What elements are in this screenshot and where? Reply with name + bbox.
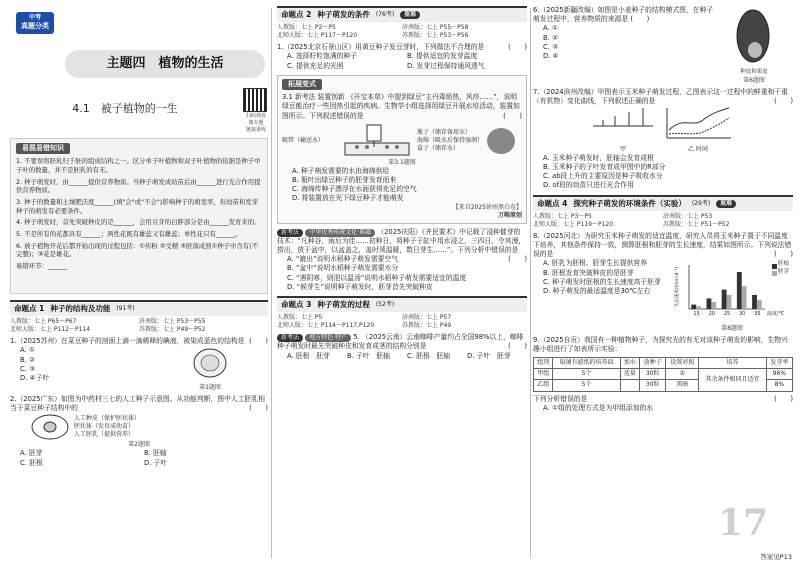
fig-7-left bbox=[593, 106, 653, 154]
option[interactable]: B. “盆中”说明水稻种子萌发需要水分 bbox=[287, 264, 399, 273]
option[interactable]: D. ④ bbox=[543, 51, 559, 60]
question-1 bbox=[10, 337, 268, 346]
table-cell: 5个 bbox=[553, 380, 620, 391]
figure-caption: 第8题图 bbox=[721, 324, 743, 332]
mistake-item: 2. 种子萌发时，由______提供营养物质。当种子萌发成幼苗后由______进行光合作用提供营养物质。 bbox=[16, 177, 261, 195]
answer-blank[interactable]: ( ) bbox=[508, 342, 527, 351]
culture-tag: 中华优秀传统文化·典籍 bbox=[305, 229, 375, 237]
table-header: 培养 bbox=[699, 358, 766, 369]
table-cell: 30粒 bbox=[640, 369, 666, 380]
kp1-header bbox=[10, 300, 268, 316]
table-header: 设置对照 bbox=[666, 358, 699, 369]
kp1-section bbox=[10, 300, 268, 468]
table-header: 组别 bbox=[534, 358, 553, 369]
source-note: 【来自2025徐州黑白卷】 bbox=[452, 203, 522, 211]
badge-line2: 真题分类 bbox=[21, 22, 49, 31]
extension-question bbox=[282, 93, 522, 121]
figure-caption: 第6题图 bbox=[743, 76, 765, 84]
q8-options bbox=[533, 259, 673, 333]
question-text: 7.（2024滨州改编）甲图表示玉米种子萌发过程，乙图表示这一过程中的鲜重和干重（有机物）变化曲线，下列叙述正确的是 bbox=[533, 87, 788, 106]
version-ref: 人教版：七上 P3～P5 bbox=[533, 212, 592, 220]
version-ref: 济南版：七上 P53～P55 bbox=[139, 318, 206, 326]
option[interactable]: A. ① bbox=[20, 346, 35, 355]
question-options bbox=[287, 352, 527, 361]
answer-blank[interactable]: ( ) bbox=[508, 43, 527, 52]
option[interactable]: C. 种子萌发时胚根的生长速度高于胚芽 bbox=[543, 277, 661, 286]
version-refs bbox=[277, 24, 527, 40]
fig-label: 乙 bbox=[688, 145, 695, 153]
bar-胚芽-30 bbox=[742, 286, 747, 309]
option[interactable]: D. of段的幼苗只进行光合作用 bbox=[543, 181, 634, 190]
fig-label: 吸管（输送水） bbox=[282, 136, 325, 144]
option[interactable]: C. “遇阴寒，则浥以温汤”说明水稻种子萌发需要适宜的温度 bbox=[287, 273, 467, 282]
mistake-item: 3. 种子的数量和土壤肥沃度______(填"会"或"不会")影响种子的萌发率，但幼苗和发芽种子的萌发有必要条件。 bbox=[16, 198, 259, 215]
kp-title: 种子的结构及功能 bbox=[50, 304, 111, 313]
brand-mark: 万唯原创 bbox=[497, 211, 522, 219]
fig-label: 种皮和果皮 bbox=[740, 69, 768, 76]
question-kp4-8 bbox=[533, 232, 793, 260]
kp4-header bbox=[533, 195, 793, 211]
kp2-header bbox=[277, 6, 527, 22]
kp3-header bbox=[277, 296, 527, 312]
mistake-item: 易错环节：______ bbox=[16, 261, 68, 270]
figure-1 bbox=[160, 346, 260, 392]
table-header: 取铺有滤纸的培养皿 bbox=[553, 358, 620, 369]
difficulty-badge: 重难 bbox=[716, 200, 736, 208]
fig-label: 瓶子（储存备用水） bbox=[417, 128, 472, 136]
x-tick-label: 30 bbox=[739, 311, 746, 318]
kp-label: 命题点 3 bbox=[281, 299, 312, 309]
options bbox=[10, 346, 160, 392]
answer-blank[interactable]: ( ) bbox=[774, 250, 793, 259]
x-axis-label: 温度/℃ bbox=[767, 311, 785, 318]
option[interactable]: D. 子叶 胚芽 bbox=[467, 351, 511, 360]
option[interactable]: B. 胚根发育突破种皮的是胚芽 bbox=[543, 268, 634, 277]
corn-germination-figure bbox=[593, 106, 653, 142]
table-cell: 5个 bbox=[553, 369, 620, 380]
option[interactable]: B. 提供适宜的发芽温度 bbox=[407, 52, 478, 61]
column-right bbox=[533, 6, 793, 560]
x-tick-label: 20 bbox=[708, 311, 715, 318]
option[interactable]: A. 种子萌发需要的水由海绵供给 bbox=[292, 166, 390, 175]
culture-tag: 地方特色·特产 bbox=[305, 334, 351, 342]
question-text: 1.（2025北京石景山区）用黄豆种子发豆芽时，下列做法不合理的是 bbox=[277, 43, 485, 52]
question-2 bbox=[10, 395, 268, 413]
legend-label: 胚芽 bbox=[777, 268, 789, 275]
q6-stem bbox=[533, 6, 718, 24]
mistakes-box bbox=[10, 138, 268, 294]
column-divider bbox=[530, 8, 531, 558]
answer-blank[interactable]: ( ) bbox=[774, 394, 793, 403]
kp-title: 种子萌发的过程 bbox=[317, 299, 370, 309]
option[interactable]: B. ② bbox=[543, 33, 559, 42]
bar-胚根-20 bbox=[706, 299, 711, 310]
answer-blank[interactable]: ( ) bbox=[503, 111, 522, 120]
category-badge bbox=[16, 12, 54, 34]
answer-blank[interactable]: ( ) bbox=[249, 404, 268, 413]
question-1-body bbox=[10, 346, 268, 392]
fig-right-labels bbox=[417, 129, 483, 153]
table-cell: 其余条件相同且适宜 bbox=[699, 369, 766, 391]
question-kp3-6 bbox=[533, 6, 793, 85]
question-text: 8.（2025河北）为研究玉米种子萌发的适宜温度，研究人员将玉米种子置于不同温度下培养，其他条件保持一致，测算胚根和胚芽的生长速度，结果如图所示。下列说法错误的是 bbox=[533, 231, 792, 259]
version-ref: 人教版：七上 P2～P5 bbox=[277, 24, 336, 32]
question-2-options bbox=[20, 449, 268, 467]
hydroponic-device-figure bbox=[337, 123, 417, 159]
option[interactable]: A. 胚根 胚芽 bbox=[287, 351, 330, 360]
table-cell: 30粒 bbox=[640, 380, 666, 391]
bar-胚芽-15 bbox=[696, 307, 701, 310]
fig-7-right bbox=[663, 106, 733, 154]
answer-blank[interactable]: ( ) bbox=[774, 97, 793, 106]
figure-3-1 bbox=[282, 123, 522, 159]
question-kp3-7 bbox=[533, 88, 793, 106]
wheat-seed-figure bbox=[731, 6, 777, 66]
question-text: 3.1 新考法 装置创新 《开宝本草》中提到绿豆“主丹毒烦热，风疹……”，说明绿豆能治疗一些因热引起的疾病。生物学小组选择用绿豆开展水培活动，装置如图所示。下列叙述错误的是 bbox=[282, 93, 520, 120]
kp-title: 种子萌发的条件 bbox=[317, 10, 370, 19]
question-text: （2025庆阳）《齐民要术》中记载了浸种催芽的技术：“凡种谷，雨后为佳……初种日，将种子于缸中用水浸之，三四日，令其漫，捞出，放于盆中，以盆盖之，盖时须温暖，数日芽生……”。下列分析中错误的是 bbox=[277, 227, 526, 255]
table-cell: 适量 bbox=[620, 369, 639, 380]
version-ref: 济南版：七上 P53 bbox=[663, 212, 713, 220]
version-ref: 人教版：七上 P65～P67 bbox=[10, 318, 77, 326]
bar-胚芽-35 bbox=[757, 301, 762, 310]
bean-seed-figure bbox=[190, 346, 230, 380]
option[interactable]: C. 海绵传种子漂浮在水面获得充足的空气 bbox=[292, 185, 417, 194]
answer-blank[interactable]: ( ) bbox=[249, 337, 268, 346]
table-header: 放种子 bbox=[640, 358, 666, 369]
question-kp3-5 bbox=[277, 333, 527, 351]
fig-label: 海绵（吸水后保持湿润） bbox=[417, 136, 484, 144]
fig-label: 人工胚乳（提供营养） bbox=[74, 431, 135, 439]
fig-label: 胚状体（发育成幼苗） bbox=[74, 423, 135, 431]
option[interactable]: A. ① bbox=[543, 24, 558, 33]
option[interactable]: A. ①组的处理方式是为甲组添加的水 bbox=[543, 403, 654, 412]
artificial-seed-figure bbox=[30, 413, 70, 441]
option[interactable]: C. 提供充足的光照 bbox=[287, 61, 344, 70]
table-row bbox=[534, 369, 793, 380]
version-refs bbox=[10, 318, 268, 334]
table-header-row bbox=[534, 358, 793, 369]
y-axis-label: 生长速度/(mm·d⁻¹) bbox=[675, 267, 680, 308]
version-ref: 苏教版：七上 P53～P56 bbox=[402, 32, 469, 40]
table-cell: 8% bbox=[766, 380, 792, 391]
mistake-item: 1. 不要误将胚乳归于胚的组成结构之一。区分单子叶植物和双子叶植物的依据是种子中子叶的数量，并不是胚乳的有无。 bbox=[16, 157, 261, 175]
option[interactable]: D. 将装置放在光下绿豆种子才能萌发 bbox=[292, 194, 404, 203]
bar-胚根-25 bbox=[722, 290, 727, 309]
version-refs bbox=[277, 314, 527, 330]
table-cell: 96% bbox=[766, 369, 792, 380]
legend-item bbox=[772, 261, 789, 268]
answer-reference: 答案见P13 bbox=[760, 553, 792, 562]
figure-6 bbox=[718, 6, 790, 85]
kp-label: 命题点 1 bbox=[14, 304, 45, 313]
answer-blank[interactable]: ( ) bbox=[630, 15, 650, 24]
table-cell: ① bbox=[666, 369, 699, 380]
column-divider bbox=[271, 8, 272, 558]
question-8-body bbox=[533, 259, 793, 333]
mistake-item: 6. 被子植物开花后都开始出现的过程包括：①传粉 ②受精 ③胚落成熟①种子中含有(不完整)；③花是雄花。 bbox=[16, 241, 259, 259]
option[interactable]: C. 胚根 胚轴 bbox=[407, 351, 451, 360]
option[interactable]: D. ④子叶 bbox=[20, 374, 50, 382]
mistake-item: 4. 种子萌发时，首先突破种皮的是______，会用豆芽的白胖部分是由______发育来的。 bbox=[16, 218, 261, 227]
kp-title: 探究种子萌发的环境条件（实验） bbox=[573, 198, 686, 208]
legend-item bbox=[772, 269, 789, 276]
table-header: 加水 bbox=[620, 358, 639, 369]
kp-count: (29考) bbox=[691, 199, 711, 207]
answer-blank[interactable]: ( ) bbox=[508, 255, 527, 264]
fig-label: 甲 bbox=[619, 145, 626, 153]
bar-胚根-30 bbox=[737, 272, 742, 309]
figure-7 bbox=[533, 106, 793, 154]
chart-legend bbox=[772, 261, 789, 276]
option[interactable]: C. ab段上升的主要原因是种子吸收水分 bbox=[543, 172, 663, 181]
mistake-item: 5. 不是所有的花都具有______；两性花既有雄蕊又有雌蕊；单性花只有______。 bbox=[16, 229, 242, 238]
qr-caption-line: 扫码观看 bbox=[245, 113, 266, 119]
fig-label: 人工种皮（保护胚状体） bbox=[74, 415, 141, 423]
theme-title: 主题四 植物的生活 bbox=[65, 50, 265, 78]
version-ref: 北师大版：七上 P119～P120 bbox=[533, 220, 614, 228]
version-ref: 苏教版：七上 P51～P52 bbox=[663, 220, 730, 228]
option[interactable]: B. 子叶 胚轴 bbox=[347, 351, 390, 360]
qr-caption bbox=[239, 113, 268, 133]
figure-caption: 第1题图 bbox=[199, 383, 221, 391]
section-title: 4.1 被子植物的一生 bbox=[72, 102, 178, 115]
difficulty-badge: 重难 bbox=[400, 11, 420, 19]
option[interactable]: A. 胚芽 bbox=[20, 449, 43, 458]
x-tick-label: 35 bbox=[754, 311, 761, 318]
option[interactable]: B. 瓶叶出绿豆种子的胚芽发育而来 bbox=[292, 176, 397, 185]
kp-count: (76考) bbox=[375, 11, 395, 19]
version-ref: 苏教版：七上 P49～P52 bbox=[139, 326, 206, 334]
option[interactable]: A. 玉米种子萌发时，胚轴会发育成根 bbox=[543, 153, 654, 162]
extension-box bbox=[277, 75, 527, 224]
question-kp4-9 bbox=[533, 336, 793, 354]
qr-code-icon[interactable] bbox=[243, 88, 267, 112]
option[interactable]: B. 胚轴 bbox=[144, 449, 167, 458]
version-ref: 济南版：七上 P57 bbox=[402, 314, 452, 322]
new-method-tag: 新考法 bbox=[277, 334, 303, 342]
fig-left-label bbox=[282, 137, 337, 145]
table-cell: 甲组 bbox=[534, 369, 553, 380]
question-text: 下列分析错误的是 bbox=[533, 394, 588, 403]
version-ref: 苏教版：七上 P49 bbox=[402, 322, 452, 330]
fig-labels bbox=[663, 146, 733, 154]
fig-labels bbox=[74, 415, 140, 439]
figure-caption: 第2题图 bbox=[128, 441, 150, 449]
legend-label: 胚根 bbox=[777, 261, 789, 268]
question-options bbox=[287, 52, 527, 70]
experiment-table bbox=[533, 357, 793, 391]
q6-text-block bbox=[533, 6, 718, 85]
qr-caption-line: 链接重练 bbox=[245, 126, 266, 133]
question-text: 9.（2025自贡）我国有一种植物种子，为探究光的有无对该种子萌发的影响，生物兴趣小组进行了如表所示实验： bbox=[533, 335, 788, 354]
option[interactable]: A. 胚乳为胚根、胚芽生长提供营养 bbox=[543, 259, 648, 268]
kp-label: 命题点 4 bbox=[537, 198, 568, 208]
question-text: 1.（2025苏州）在菜豆种子的剖面上滴一滴稀释的碘液，被染成蓝色的结构是 bbox=[10, 337, 245, 346]
version-ref: 北师大版：七上 P112～P114 bbox=[10, 326, 91, 334]
version-ref: 济南版：七上 P55～P58 bbox=[402, 24, 469, 32]
bar-胚芽-20 bbox=[711, 302, 716, 309]
new-method-tag: 新考法 bbox=[277, 229, 303, 237]
version-refs bbox=[533, 213, 793, 229]
option[interactable]: A. 选择籽粒饱满的种子 bbox=[287, 52, 358, 61]
photo-thumbnail bbox=[487, 128, 515, 154]
fig-label: 时间 bbox=[695, 145, 708, 153]
option[interactable]: C. 胚根 bbox=[20, 458, 43, 467]
column-middle bbox=[277, 6, 527, 560]
kp-label: 命题点 2 bbox=[281, 10, 312, 19]
bar-胚根-15 bbox=[691, 305, 696, 309]
option[interactable]: D. “候芽生”说明种子萌发时，胚芽首先突破种皮 bbox=[287, 282, 433, 291]
figure-2 bbox=[30, 413, 268, 441]
question-text: 6.（2025新疆改编）如图是小麦种子的结构模式图，在种子萌发过程中，营养物质的来源是 bbox=[533, 6, 714, 24]
table-cell: 黑暗 bbox=[666, 380, 699, 391]
figure-8 bbox=[673, 259, 791, 333]
option[interactable]: C. ③ bbox=[543, 42, 559, 51]
option[interactable]: C. ③ bbox=[20, 364, 36, 373]
fig-label: 盒子（储存水） bbox=[417, 144, 460, 152]
version-ref: 北师大版：七上 P117～P120 bbox=[277, 32, 358, 40]
badge-line1: 中考 bbox=[28, 14, 41, 21]
question-text: 2.（2025广东）如图为中药材三七的人工种子示意图。从功能判断，图中人工胚乳相当于菜豆种子结构中的 bbox=[10, 395, 265, 413]
version-ref: 人教版：七上 P5 bbox=[277, 314, 323, 322]
bar-胚根-35 bbox=[752, 295, 757, 309]
table-cell: 乙组 bbox=[534, 380, 553, 391]
option[interactable]: D. 子叶 bbox=[144, 458, 168, 467]
table-header: 发芽率 bbox=[766, 358, 792, 369]
page-number: 17 bbox=[717, 502, 768, 545]
kp-count: (91考) bbox=[116, 305, 135, 313]
qr-caption-line: 微专题 bbox=[248, 119, 264, 126]
bar-胚芽-25 bbox=[727, 295, 732, 309]
option[interactable]: B. ② bbox=[20, 355, 36, 364]
weight-curve-figure bbox=[663, 106, 733, 142]
column-left bbox=[10, 6, 268, 560]
option[interactable]: D. 发芽过程保持通风透气 bbox=[407, 61, 485, 70]
question-text: 5. （2025云南）云南咖啡产量约占全国98%以上，咖啡种子萌发时最先突破种皮和发育成茎的结构分别是 bbox=[277, 333, 524, 351]
q9-subquestion bbox=[533, 395, 793, 404]
option[interactable]: A. “漉出”说明水稻种子萌发需要空气 bbox=[287, 255, 399, 264]
extension-header: 拓展变式 bbox=[282, 79, 322, 90]
figure-caption: 第3.1题图 bbox=[388, 158, 416, 166]
kp-count: (52考) bbox=[375, 300, 395, 308]
legend-swatch bbox=[772, 271, 777, 276]
option[interactable]: B. 玉米种子的子叶发育成甲图中的R部分 bbox=[543, 163, 666, 171]
x-tick-label: 15 bbox=[693, 311, 700, 318]
table-cell bbox=[620, 380, 639, 391]
mistakes-header: 易混易错知识 bbox=[16, 143, 70, 154]
x-tick-label: 25 bbox=[723, 311, 731, 318]
version-ref: 北师大版：七上 P114～P117,P120 bbox=[277, 322, 375, 330]
option[interactable]: D. 种子萌发的最适温度是30℃左右 bbox=[543, 286, 651, 295]
